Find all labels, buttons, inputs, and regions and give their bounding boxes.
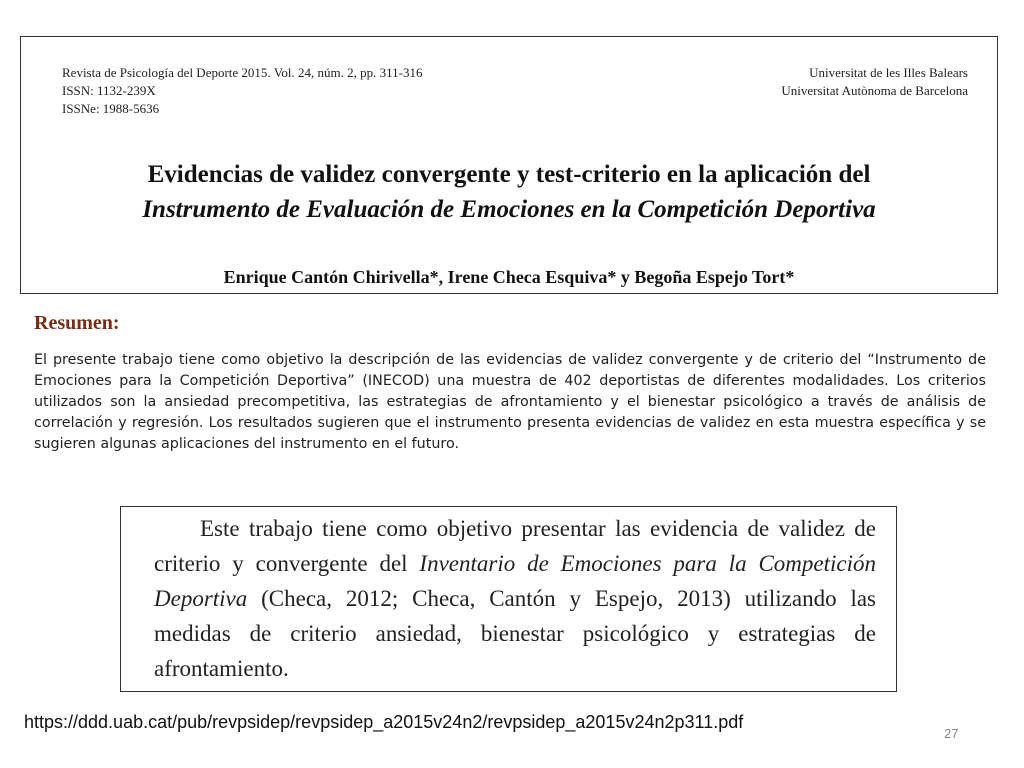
journal-issn: ISSN: 1132-239X [62, 83, 156, 98]
slide-page-number: 27 [944, 726, 959, 741]
resumen-body: El presente trabajo tiene como objetivo la descripción de las evidencias de validez convergente y de criterio del “Instrumento de Emociones para la Competición Deportiva” (INECOD) una muestra de 402 deportistas de diferentes modalidades. Los criterios utilizados son la ansiedad precompetitiva, las estrategias de afrontamiento y el bienestar psicológico a través de análisis de correlación y regresión. Los resultados sugieren que el instrumento presenta evidencias de validez en esta muestra específica y se sugieren algunas aplicaciones del instrumento en el futuro. [34, 352, 986, 452]
journal-issne: ISSNe: 1988-5636 [62, 101, 160, 116]
quote-excerpt-box [120, 506, 897, 692]
quote-text-before: Este trabajo tiene como objetivo presentar las evidencia de validez de criterio y convergente del [154, 516, 876, 576]
quote-text-after: (Checa, 2012; Checa, Cantón y Espejo, 2013) utilizando las medidas de criterio ansiedad, bienestar psicológico y estrategias de afrontamiento. [154, 586, 876, 681]
paper-authors: Enrique Cantón Chirivella*, Irene Checa Esquiva* y Begoña Espejo Tort* [223, 267, 795, 287]
paper-title-line2: Instrumento de Evaluación de Emociones en la Competición Deportiva [142, 196, 876, 223]
university-uib: Universitat de les Illes Balears [809, 65, 968, 80]
paper-header-screenshot [20, 36, 998, 294]
source-url[interactable]: https://ddd.uab.cat/pub/revpsidep/revpsidep_a2015v24n2/revpsidep_a2015v24n2p311.pdf [24, 712, 744, 732]
university-uab: Universitat Autònoma de Barcelona [781, 83, 968, 98]
journal-info [62, 64, 422, 118]
journal-citation: Revista de Psicología del Deporte 2015. Vol. 24, núm. 2, pp. 311-316 [62, 65, 423, 80]
quote-text [154, 511, 876, 686]
university-info [781, 64, 968, 100]
resumen-heading: Resumen: [34, 312, 120, 334]
paper-title-line1: Evidencias de validez convergente y test-criterio en la aplicación del [147, 161, 871, 188]
quote-text-italic: Inventario de Emociones para la Competición Deportiva [154, 551, 876, 611]
paper-title [21, 157, 997, 227]
